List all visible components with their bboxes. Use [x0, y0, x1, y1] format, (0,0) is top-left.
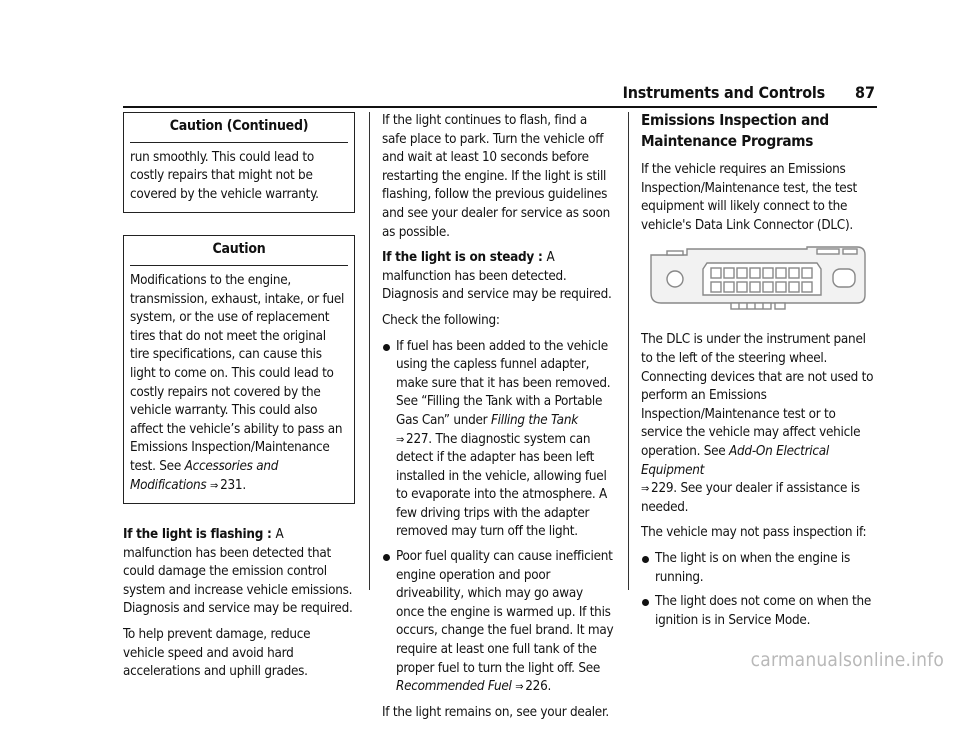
steady-text: A malfunction has been detected. Diagnosis and service may be required.	[382, 250, 612, 303]
list-item-text-after: . The diagnostic system can detect if the adapter has been left installed in the vehicle, allowing fuel to evaporate into the atmosphere. A few driving trips with the adapter removed may turn off the light.	[396, 431, 608, 540]
list-item-text: Poor fuel quality can cause inefficient engine operation and poor driveability, which may go away once the engine is warmed up. If this occurs, change the fuel brand. It may require at least one full tank of the proper fuel to turn the light off. See	[396, 549, 614, 676]
caution-body	[124, 143, 354, 213]
list-item-text: If fuel has been added to the vehicle using the capless funnel adapter, make sure that it has been removed. See “Filling the Tank with a Portable Gas Can” under	[396, 338, 611, 428]
caution-text-main: Modifications to the engine, transmission, exhaust, intake, or fuel system, or the use of replacement tires that do not meet the original tire specifications, can cause this light to come on. This could lead to costly repairs not covered by the vehicle warranty. This could also affect the vehicle’s ability to pass an Emissions Inspection/Maintenance test. See	[130, 272, 345, 474]
dlc-text-after: . See your dealer if assistance is needed.	[641, 481, 860, 515]
list-item: The light is on when the engine is running.	[641, 550, 877, 587]
header-divider	[123, 106, 877, 108]
column-divider	[369, 112, 370, 590]
page-header	[123, 80, 877, 106]
check-list	[382, 338, 614, 697]
page-reference[interactable]: ⇒ 229	[641, 481, 673, 496]
caution-continued-box	[123, 112, 355, 213]
column-2	[382, 112, 614, 729]
caution-body	[124, 266, 354, 503]
cross-reference-link[interactable]: Accessories and Modifications	[130, 458, 279, 493]
column-divider	[628, 112, 629, 590]
flashing-paragraph	[123, 526, 355, 619]
prevent-paragraph: To help prevent damage, reduce vehicle speed and avoid hard accelerations and uphill grades.	[123, 627, 311, 680]
not-pass-paragraph: The vehicle may not pass inspection if:	[641, 525, 867, 541]
intro-paragraph: If the vehicle requires an Emissions Inspection/Maintenance test, the test equipment will likely connect to the vehicle's Data Link Connector (DLC).	[641, 162, 857, 233]
list-item	[382, 548, 614, 697]
list-item: The light does not come on when the ignition is in Service Mode.	[641, 593, 877, 630]
page-reference[interactable]: ⇒ 231	[210, 478, 242, 493]
sentence-end: .	[242, 477, 246, 493]
cross-reference-link[interactable]: Filling the Tank	[490, 412, 578, 428]
inspection-list	[641, 550, 877, 630]
caution-text: run smoothly. This could lead to costly repairs that might not be covered by the vehicle warranty.	[130, 149, 319, 202]
check-paragraph: Check the following:	[382, 312, 500, 328]
cross-reference-link[interactable]: Add-On Electrical Equipment	[641, 443, 829, 478]
caution-title: Caution (Continued)	[130, 113, 348, 143]
remains-paragraph: If the light remains on, see your dealer.	[382, 704, 610, 720]
steady-lead: If the light is on steady :	[382, 250, 547, 266]
page-reference[interactable]: ⇒ 227	[396, 432, 428, 447]
steady-paragraph	[382, 249, 614, 305]
caution-title: Caution	[130, 236, 348, 266]
flashing-lead: If the light is flashing :	[123, 527, 276, 543]
data-link-connector-illustration	[647, 245, 869, 317]
continue-flash-paragraph: If the light continues to flash, find a safe place to park. Turn the vehicle off and wait at least 10 seconds before restarting the engine. If the light is still flashing, follow the previous guidelines and see your dealer for service as soon as possible.	[382, 113, 611, 240]
watermark: carmanualsonline.info	[750, 649, 944, 671]
flashing-text: A malfunction has been detected that could damage the emission control system and increase vehicle emissions. Diagnosis and service may be required.	[123, 527, 353, 617]
section-heading: Emissions Inspection and Maintenance Programs	[641, 111, 829, 150]
column-3	[641, 112, 877, 637]
list-item-text-after: .	[547, 679, 552, 695]
cross-reference-link[interactable]: Recommended Fuel	[396, 679, 512, 695]
dlc-text: The DLC is under the instrument panel to the left of the steering wheel. Connecting devices that are not used to perform an Emissions Inspection/Maintenance test or to service the vehicle may affect vehicle operation. See	[641, 332, 874, 459]
page-number: 87	[854, 83, 875, 102]
page-reference[interactable]: ⇒ 226	[515, 679, 547, 694]
section-title: Instruments and Controls	[622, 83, 825, 102]
column-1	[123, 112, 355, 689]
caution-text	[130, 272, 348, 495]
caution-box	[123, 235, 355, 504]
list-item	[382, 338, 614, 543]
dlc-paragraph	[641, 331, 877, 517]
